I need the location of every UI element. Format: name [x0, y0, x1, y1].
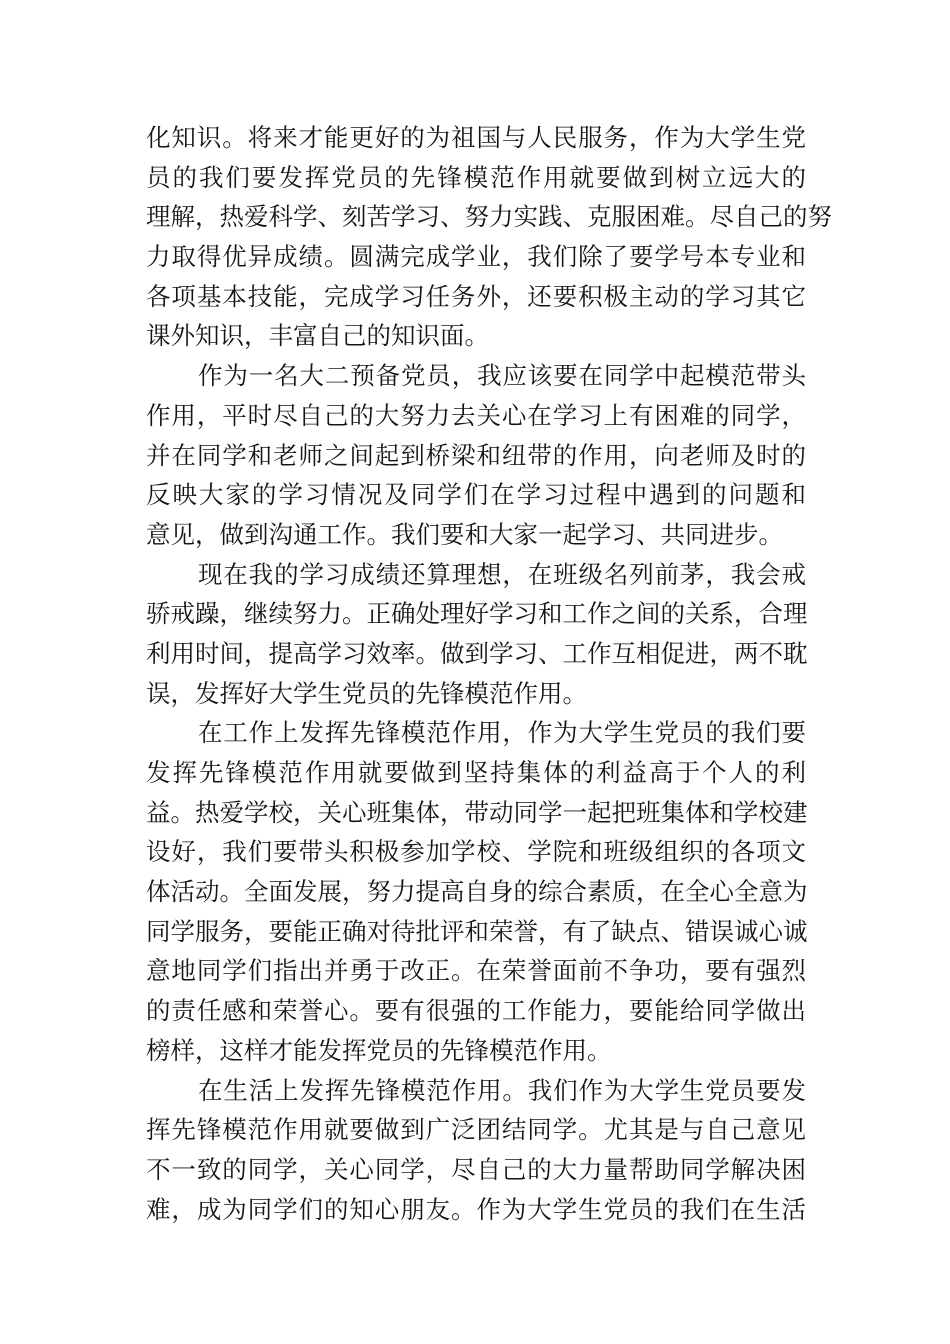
text-line: 不一致的同学，关心同学，尽自己的大力量帮助同学解决困 — [146, 1154, 806, 1184]
text-line: 课外知识，丰富自己的知识面。 — [146, 321, 489, 351]
text-line: 理解，热爱科学、刻苦学习、努力实践、克服困难。尽自己的努 — [146, 202, 832, 232]
text-line: 发挥先锋模范作用就要做到坚持集体的利益高于个人的利 — [146, 758, 806, 787]
paragraph-2 — [146, 356, 806, 554]
text-line: 榜样，这样才能发挥党员的先锋模范作用。 — [146, 1035, 612, 1065]
text-line: 体活动。全面发展，努力提高自身的综合素质，在全心全意为 — [146, 877, 808, 907]
text-line: 难，成为同学们的知心朋友。作为大学生党员的我们在生活 — [146, 1194, 806, 1224]
text-line: 现在我的学习成绩还算理想，在班级名列前茅，我会戒 — [198, 559, 806, 589]
text-line: 骄戒躁，继续努力。正确处理好学习和工作之间的关系，合理 — [146, 599, 808, 629]
text-line: 化知识。将来才能更好的为祖国与人民服务，作为大学生党 — [146, 123, 806, 152]
text-line: 员的我们要发挥党员的先锋模范作用就要做到树立远大的 — [146, 162, 806, 192]
text-line: 意地同学们指出并勇于改正。在荣誉面前不争功，要有强烈 — [146, 956, 806, 986]
text-line: 设好，我们要带头积极参加学校、学院和班级组织的各项文 — [146, 837, 806, 867]
text-line: 力取得优异成绩。圆满完成学业，我们除了要学号本专业和 — [146, 242, 806, 272]
text-line: 益。热爱学校，关心班集体，带动同学一起把班集体和学校建 — [146, 797, 808, 827]
text-line: 反映大家的学习情况及同学们在学习过程中遇到的问题和 — [146, 480, 806, 510]
text-line: 并在同学和老师之间起到桥梁和纽带的作用，向老师及时的 — [146, 440, 806, 470]
paragraph-4 — [146, 713, 806, 1070]
text-line: 同学服务，要能正确对待批评和荣誉，有了缺点、错误诚心诚 — [146, 916, 808, 946]
text-line: 在工作上发挥先锋模范作用，作为大学生党员的我们要 — [198, 718, 806, 748]
text-line: 利用时间，提高学习效率。做到学习、工作互相促进，两不耽 — [146, 638, 808, 668]
text-line: 意见，做到沟通工作。我们要和大家一起学习、共同进步。 — [146, 519, 783, 549]
text-line: 挥先锋模范作用就要做到广泛团结同学。尤其是与自己意见 — [146, 1115, 806, 1145]
paragraph-1 — [146, 118, 832, 356]
text-line: 在生活上发挥先锋模范作用。我们作为大学生党员要发 — [198, 1075, 806, 1105]
text-line: 误，发挥好大学生党员的先锋模范作用。 — [146, 678, 587, 708]
text-line: 作为一名大二预备党员，我应该要在同学中起模范带头 — [198, 361, 806, 391]
text-line: 各项基本技能，完成学习任务外，还要积极主动的学习其它 — [146, 281, 806, 311]
paragraph-3 — [146, 555, 806, 714]
text-line: 作用，平时尽自己的大努力去关心在学习上有困难的同学， — [146, 400, 806, 430]
paragraph-5 — [146, 1071, 806, 1230]
text-line: 的责任感和荣誉心。要有很强的工作能力，要能给同学做出 — [146, 996, 806, 1026]
document-page — [146, 118, 832, 1229]
